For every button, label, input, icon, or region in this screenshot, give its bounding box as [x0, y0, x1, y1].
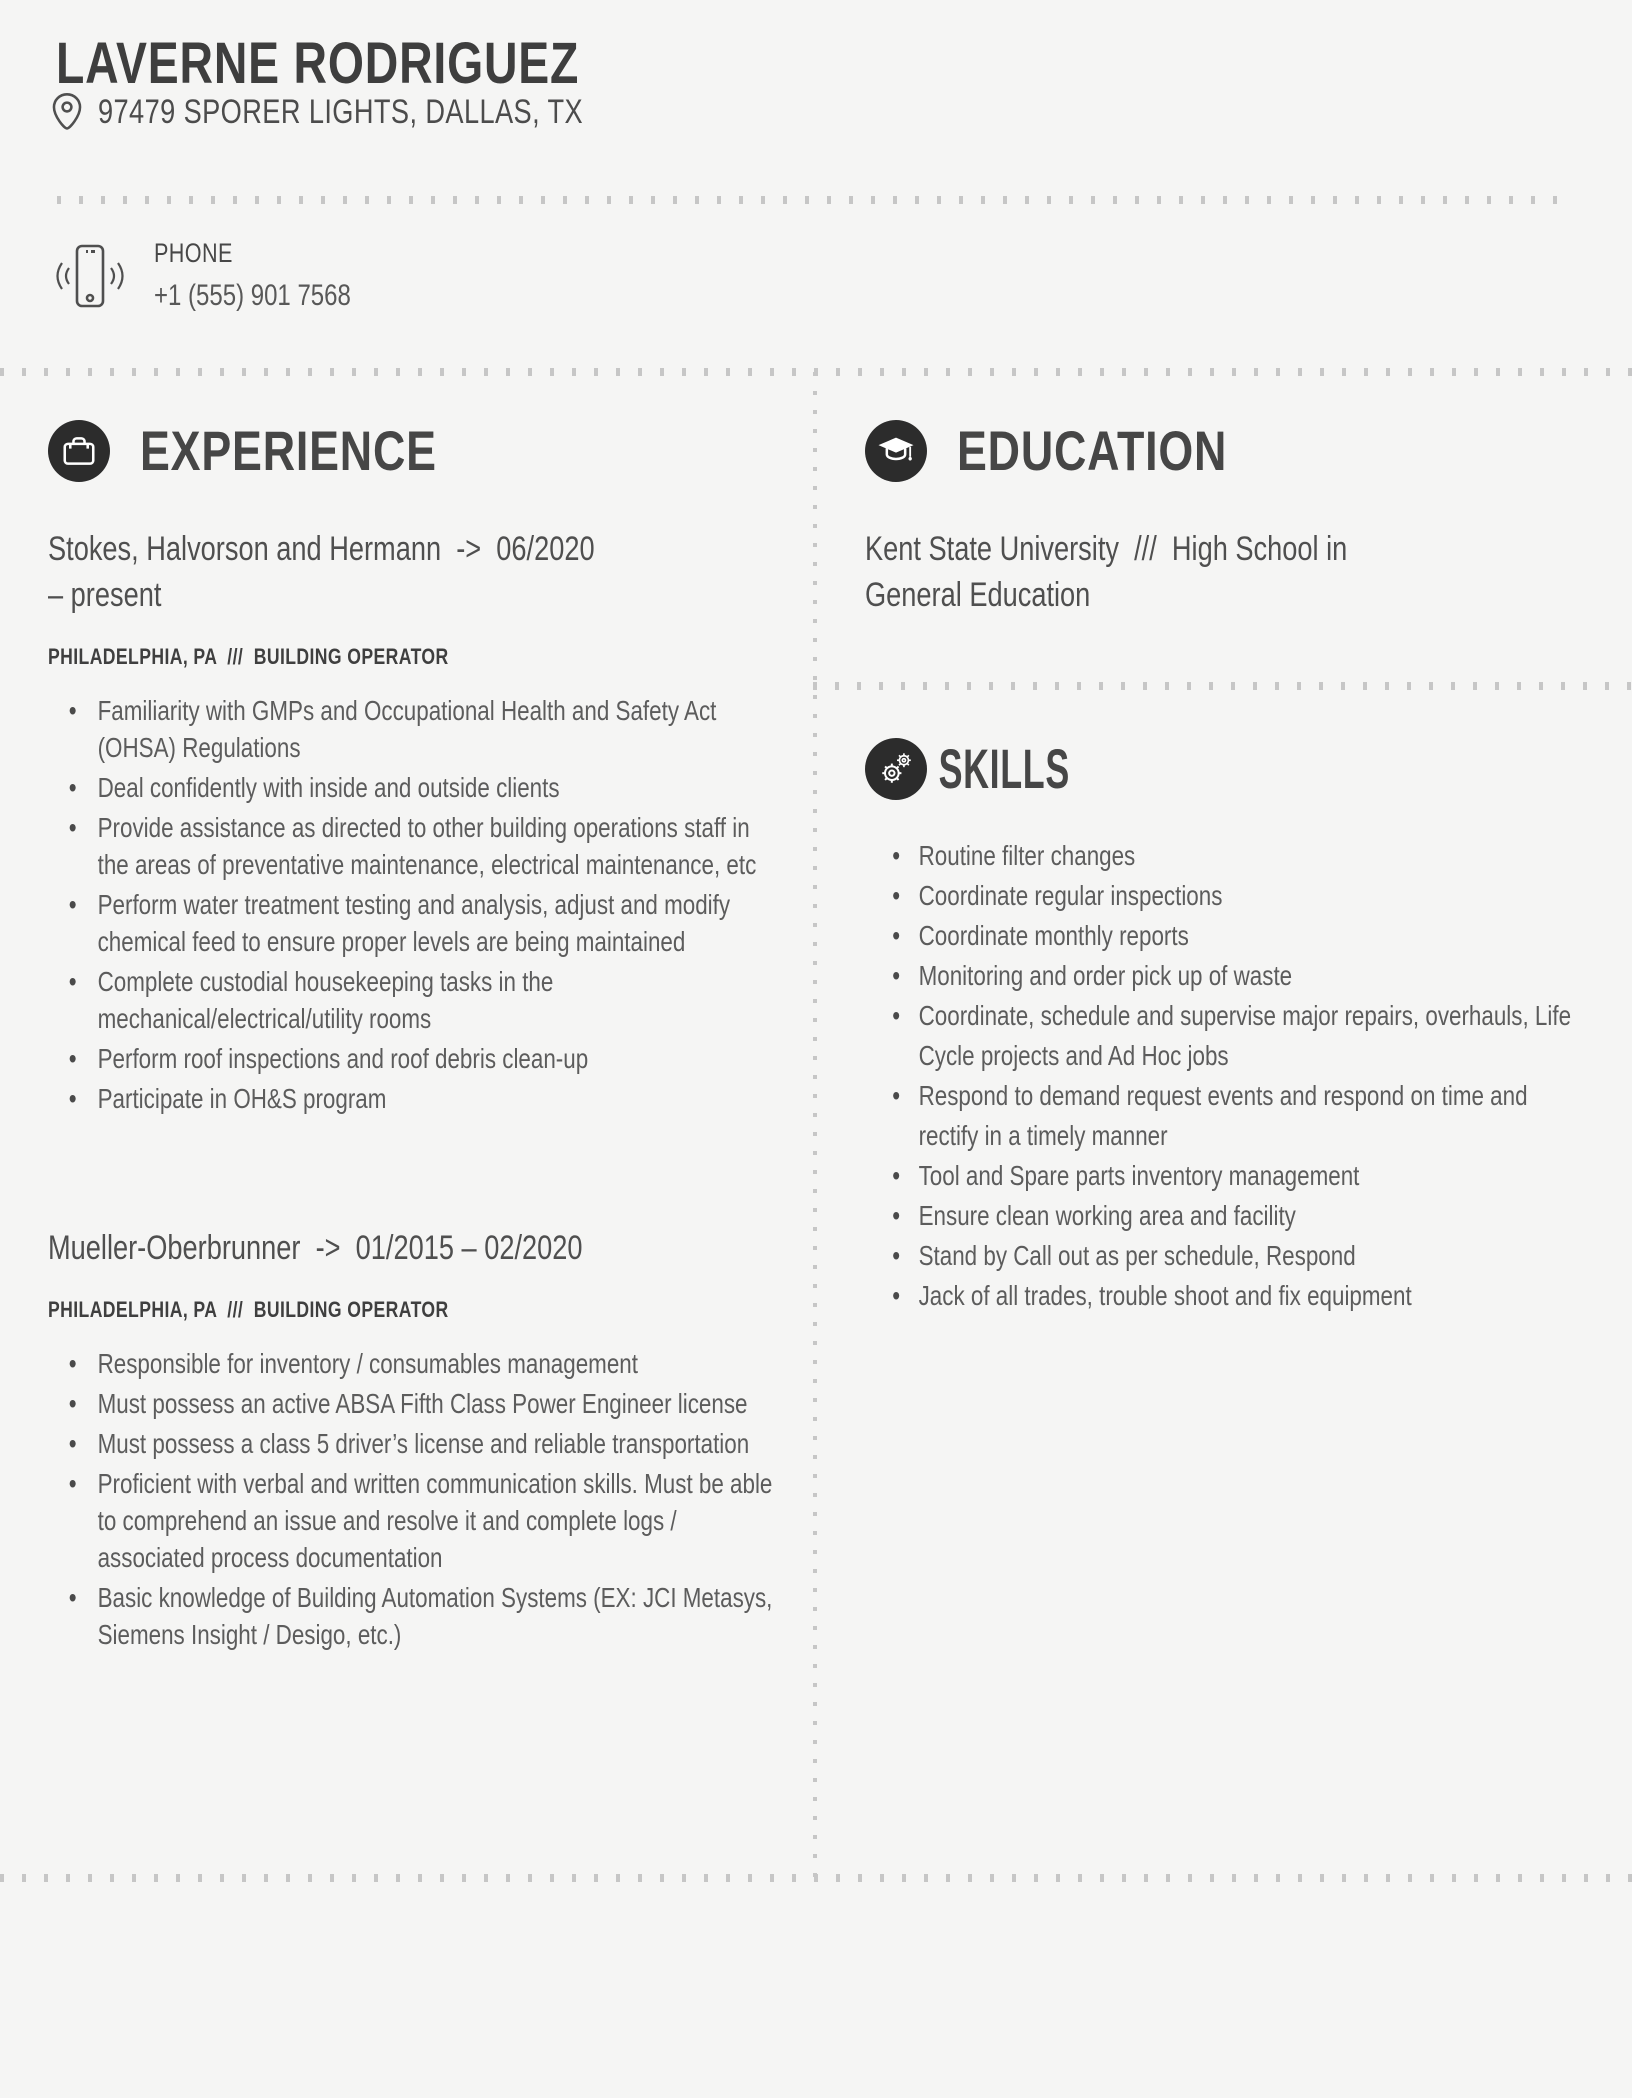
right-column [865, 420, 1592, 1316]
list-item: • Monitoring and order pick up of waste [865, 956, 1592, 996]
phone-info [154, 238, 400, 313]
list-item: • Participate in OH&S program [48, 1080, 784, 1117]
job-meta: PHILADELPHIA, PA /// BUILDING OPERATOR [48, 1297, 449, 1322]
address-row [50, 92, 704, 132]
list-item: • Coordinate regular inspections [865, 876, 1592, 916]
dotted-separator-bottom [0, 1874, 1632, 1882]
phone-block [52, 238, 400, 316]
list-item: • Tool and Spare parts inventory management [865, 1156, 1592, 1196]
skills-title: SKILLS [938, 737, 1070, 800]
education-content [865, 526, 1592, 1316]
column-divider [813, 372, 817, 1878]
list-item: • Must possess an active ABSA Fifth Class Power Engineer license [48, 1385, 784, 1422]
skills-list [865, 836, 1592, 1316]
education-header [865, 420, 1592, 482]
list-item: • Routine filter changes [865, 836, 1592, 876]
phone-label: PHONE [154, 238, 233, 268]
job-bullet-list [48, 692, 784, 1117]
person-name: LAVERNE RODRIGUEZ [56, 31, 580, 96]
experience-content [48, 526, 784, 1653]
list-item: • Familiarity with GMPs and Occupational Health and Safety Act (OHSA) Regulations [48, 692, 784, 766]
location-pin-icon [50, 92, 84, 132]
job-entry [48, 1225, 784, 1653]
list-item: • Basic knowledge of Building Automation Systems (EX: JCI Metasys, Siemens Insight / Desigo, etc.) [48, 1579, 784, 1653]
list-item: • Deal confidently with inside and outside clients [48, 769, 784, 806]
list-item: • Coordinate, schedule and supervise major repairs, overhauls, Life Cycle projects and Ad Hoc jobs [865, 996, 1592, 1076]
experience-header [48, 420, 784, 482]
education-entry: Kent State University /// High School in General Education [865, 530, 1348, 614]
address-text: 97479 SPORER LIGHTS, DALLAS, TX [98, 92, 584, 131]
graduation-cap-icon [865, 420, 927, 482]
list-item: • Complete custodial housekeeping tasks in the mechanical/electrical/utility rooms [48, 963, 784, 1037]
list-item: • Provide assistance as directed to other building operations staff in the areas of preventative maintenance, electrical maintenance, etc [48, 809, 784, 883]
experience-section [48, 420, 784, 1656]
list-item: • Perform roof inspections and roof debris clean-up [48, 1040, 784, 1077]
briefcase-icon [48, 420, 110, 482]
job-meta: PHILADELPHIA, PA /// BUILDING OPERATOR [48, 644, 449, 669]
job-title: Stokes, Halvorson and Hermann -> 06/2020 – present [48, 530, 595, 614]
education-title: EDUCATION [957, 419, 1228, 482]
job-bullet-list [48, 1345, 784, 1653]
list-item: • Proficient with verbal and written communication skills. Must be able to comprehend an issue and resolve it and complete logs / associated process documentation [48, 1465, 784, 1576]
job-entry [48, 526, 784, 1117]
skills-header [865, 738, 1592, 800]
list-item: • Respond to demand request events and respond on time and rectify in a timely manner [865, 1076, 1592, 1156]
list-item: • Stand by Call out as per schedule, Respond [865, 1236, 1592, 1276]
phone-icon [52, 238, 126, 316]
dotted-separator-top [57, 196, 1575, 204]
experience-title: EXPERIENCE [140, 419, 437, 482]
job-title: Mueller-Oberbrunner -> 01/2015 – 02/2020 [48, 1229, 583, 1267]
list-item: • Must possess a class 5 driver’s license and reliable transportation [48, 1425, 784, 1462]
list-item: • Ensure clean working area and facility [865, 1196, 1592, 1236]
phone-value: +1 (555) 901 7568 [154, 279, 351, 312]
list-item: • Coordinate monthly reports [865, 916, 1592, 956]
list-item: • Jack of all trades, trouble shoot and fix equipment [865, 1276, 1592, 1316]
list-item: • Responsible for inventory / consumables management [48, 1345, 784, 1382]
gears-icon [865, 738, 927, 800]
page-title [56, 30, 710, 97]
list-item: • Perform water treatment testing and analysis, adjust and modify chemical feed to ensure proper levels are being maintained [48, 886, 784, 960]
